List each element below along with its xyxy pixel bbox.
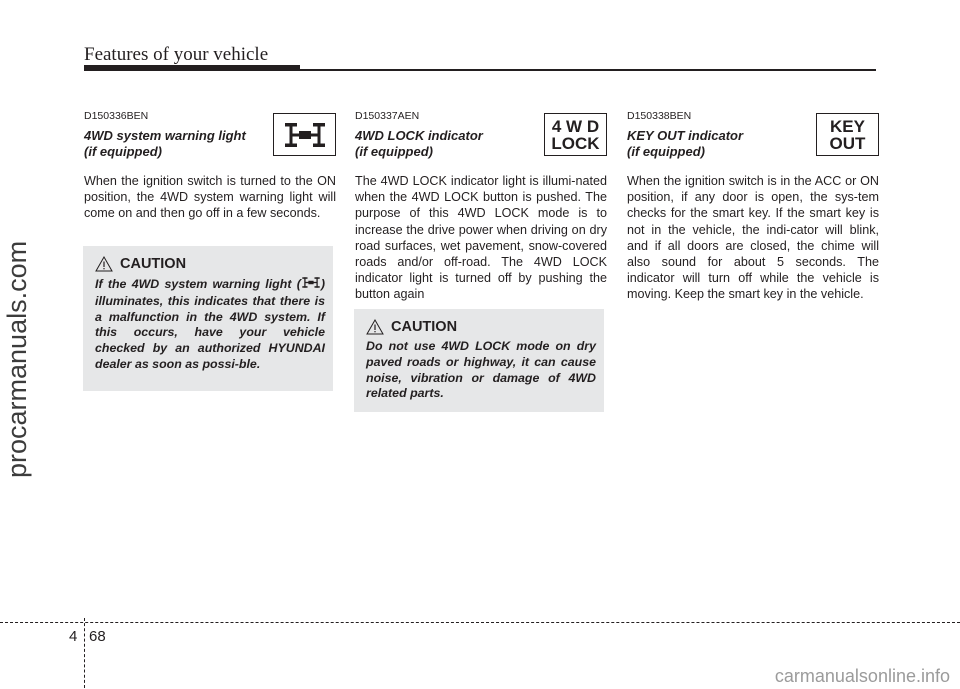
section-code: D150338BEN	[627, 110, 692, 122]
section-4wd-lock	[355, 110, 607, 303]
section-title	[627, 128, 807, 160]
caution-text-part: ) illuminates, this indicates that there is a malfunction in the 4WD system. If this occurs, have your vehicle checked by an authorized HYUNDAI dealer as soon as possi-ble.	[95, 277, 325, 371]
section-code: D150336BEN	[84, 110, 149, 122]
icon-label-line: KEY	[830, 116, 865, 136]
caution-text: Do not use 4WD LOCK mode on dry paved roads or highway, it can cause noise, vibration or damage of 4WD related parts.	[366, 339, 596, 401]
header-rule	[300, 69, 876, 71]
warning-triangle-icon	[366, 319, 384, 335]
section-body: When the ignition switch is turned to the ON position, the 4WD system warning light will come on and then go off in a few seconds.	[84, 174, 336, 221]
section-title-line: (if equipped)	[84, 144, 162, 159]
section-body: The 4WD LOCK indicator light is illumi-nated when the 4WD LOCK button is pushed. The purpose of this 4WD LOCK mode is to increase the drive power when driving on dry road surfaces, wet pavement, snow-covered roads and/or off-road. The 4WD LOCK indicator light is turned off by pushing the button again	[355, 174, 607, 302]
page-header-title: Features of your vehicle	[84, 44, 269, 65]
caution-label: CAUTION	[391, 319, 458, 335]
footer-divider	[84, 618, 85, 688]
warning-triangle-icon	[95, 256, 113, 272]
icon-label-line: OUT	[829, 133, 866, 153]
section-title-line: 4WD system warning light	[84, 128, 246, 143]
chapter-number: 4	[69, 628, 78, 645]
4wd-system-warning-inline-icon	[301, 276, 321, 294]
section-key-out	[627, 110, 879, 303]
footer-rule	[0, 622, 960, 623]
section-code: D150337AEN	[355, 110, 420, 122]
bottom-watermark: carmanualsonline.info	[774, 666, 950, 686]
key-out-indicator-icon	[816, 113, 879, 156]
section-title-line: KEY OUT indicator	[627, 128, 744, 143]
caution-box	[83, 246, 333, 391]
caution-heading	[95, 256, 325, 272]
4wd-system-warning-icon	[273, 113, 336, 156]
section-title	[84, 128, 264, 160]
caution-heading	[366, 319, 596, 335]
section-body: When the ignition switch is in the ACC or ON position, if any door is open, the sys-tem checks for the smart key. If the smart key is not in the vehicle, the indi-cator will blink, and if all doors are closed, the chime will also sound for about 5 seconds. The indicator will turn off while the vehicle is moving. Keep the smart key in the vehicle.	[627, 174, 879, 302]
icon-label-line: LOCK	[551, 133, 600, 153]
4wd-lock-indicator-icon	[544, 113, 607, 156]
caution-label: CAUTION	[120, 256, 187, 272]
caution-text	[95, 276, 325, 373]
caution-box	[354, 309, 604, 412]
header-bar	[84, 65, 300, 71]
section-title-line: (if equipped)	[627, 144, 705, 159]
caution-text-part: If the 4WD system warning light (	[95, 277, 301, 292]
section-4wd-warning	[84, 110, 336, 222]
icon-label-line: 4 W D	[551, 116, 600, 136]
section-title-line: 4WD LOCK indicator	[355, 128, 483, 143]
section-title-line: (if equipped)	[355, 144, 433, 159]
side-watermark: procarmanuals.com	[2, 240, 32, 478]
section-title	[355, 128, 535, 160]
page-number: 68	[89, 628, 106, 645]
